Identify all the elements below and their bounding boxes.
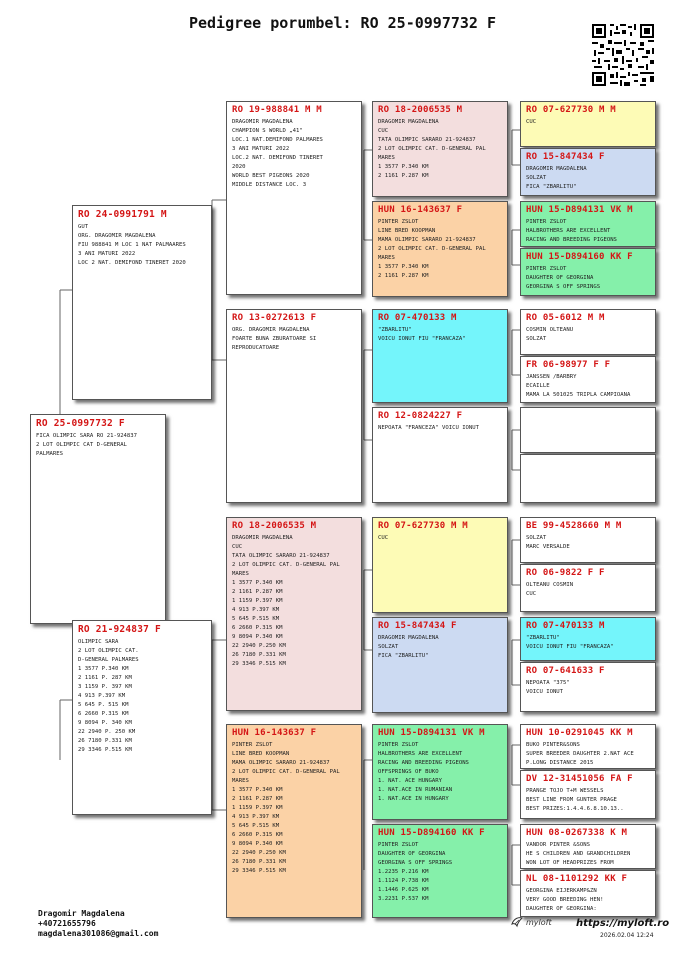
info-line: FICA "ZBARLITU" <box>526 184 577 190</box>
info-line: VOICU IONUT FIU "FRANCAZA" <box>526 644 614 650</box>
ring-number: RO 06-9822 F F <box>526 568 605 578</box>
info-line: BEST PRIZES:1.4.4.6.8.10.13.. <box>526 806 624 812</box>
pigeon-card-gen4-14[interactable] <box>520 770 656 819</box>
info-line: 1 1159 P.397 KM <box>232 598 283 604</box>
info-line: 3 ANI MATURI 2022 <box>78 251 136 257</box>
info-line: 2 LOT OLIMPIC CAT. D-GENERAL PAL <box>378 246 486 252</box>
info-line: 2 1161 P. 287 KM <box>78 675 132 681</box>
ring-number: RO 18-2006535 M <box>232 521 317 531</box>
ring-number: RO 07-470133 M <box>378 313 457 323</box>
info-line: FIU 988841 M LOC 1 NAT PALMAARES <box>78 242 186 248</box>
ring-number: HUN 08-0267338 K M <box>526 828 628 838</box>
info-line: 2 1161 P.287 KM <box>378 273 429 279</box>
info-line: DRAGOMIR MAGDALENA <box>378 635 439 641</box>
pigeon-card-gen4-1[interactable] <box>520 101 656 147</box>
pigeon-card-gen3-4[interactable] <box>372 407 508 503</box>
info-line: "ZBARLITU" <box>378 327 412 333</box>
info-line: 1. NAT. ACE HUNGARY <box>378 778 442 784</box>
info-line: HALBROTHERS ARE EXCELLENT <box>378 751 463 757</box>
info-line: ORG. DRAGOMIR MAGDALENA <box>78 233 156 239</box>
pigeon-card-sire[interactable] <box>72 205 212 400</box>
info-line: LOC 2 NAT. DEMIFOND TINERET 2020 <box>78 260 186 266</box>
pigeon-card-gen4-16[interactable] <box>520 870 656 917</box>
info-line: "ZBARLITU" <box>526 635 560 641</box>
info-line: 4 913 P.397 KM <box>232 607 280 613</box>
info-line: RACING AND BREEDING PIGEONS <box>378 760 469 766</box>
print-date: 2026.02.04 12:24 <box>600 932 654 939</box>
info-line: 26 7180 P.331 KM <box>232 652 286 658</box>
ring-number: RO 07-627730 M M <box>526 105 616 115</box>
info-line: 1 3577 P.340 KM <box>232 787 283 793</box>
info-line: SOLZAT <box>526 336 547 342</box>
info-line: GEORGINA EIJERKAMP&ZN <box>526 888 597 894</box>
pigeon-card-gen4-11[interactable] <box>520 617 656 661</box>
info-line: PINTER ZSLOT <box>378 742 419 748</box>
ring-number: RO 18-2006535 M <box>378 105 463 115</box>
info-line: 2 1161 P.287 KM <box>378 173 429 179</box>
info-line: 6 2660 P.315 KM <box>232 625 283 631</box>
info-line: BUKO PINTER&SONS <box>526 742 580 748</box>
info-line: 4 913 P.397 KM <box>232 814 280 820</box>
info-line: LINE BRED KOOPMAN <box>378 228 436 234</box>
info-line: 3 1159 P. 397 KM <box>78 684 132 690</box>
info-line: 4 913 P.397 KM <box>78 693 126 699</box>
info-line: 5 645 P. 515 KM <box>78 702 129 708</box>
ring-number: RO 15-847434 F <box>526 152 605 162</box>
info-line: 2 LOT OLIMPIC CAT. D-GENERAL PAL <box>378 146 486 152</box>
info-line: BEST LINE FROM GUNTER PRAGE <box>526 797 617 803</box>
info-line: 1 3577 P.340 KM <box>232 580 283 586</box>
info-line: TATA OLIMPIC SARARO 21-924837 <box>232 553 330 559</box>
info-line: SOLZAT <box>378 644 399 650</box>
ring-number: NL 08-1101292 KK F <box>526 874 628 884</box>
pigeon-card-gen4-2[interactable] <box>520 148 656 196</box>
ring-number: HUN 15-D894131 VK M <box>526 205 633 215</box>
info-line: 6 2660 P.315 KM <box>78 711 129 717</box>
ring-number: HUN 10-0291045 KK M <box>526 728 633 738</box>
ring-number: HUN 15-D894131 VK M <box>378 728 485 738</box>
info-line: PRANGE TOJO T+M WESSELS <box>526 788 604 794</box>
pigeon-card-gen3-8[interactable] <box>372 824 508 918</box>
ring-number: HUN 16-143637 F <box>378 205 463 215</box>
ring-number: RO 21-924837 F <box>78 624 161 635</box>
info-line: GUT <box>78 224 89 230</box>
info-line: DAUGHTER OF GEORGINA <box>526 275 594 281</box>
info-line: 1 1159 P.397 KM <box>232 805 283 811</box>
info-line: PINTER ZSLOT <box>378 219 419 225</box>
ring-number: RO 12-0824227 F <box>378 411 463 421</box>
info-line: P.LONG DISTANCE 2015 <box>526 760 594 766</box>
pigeon-card-gen3-1[interactable] <box>372 101 508 197</box>
info-line: 29 3346 P.515 KM <box>232 868 286 874</box>
info-line: MAMA OLIMPIC SARARO 21-924837 <box>232 760 330 766</box>
info-line: 9 8094 P.340 KM <box>232 841 283 847</box>
info-line: COSMIN OLTEANU <box>526 327 574 333</box>
ring-number: RO 15-847434 F <box>378 621 457 631</box>
info-line: VOICU IONUT FIU "FRANCAZA" <box>378 336 466 342</box>
info-line: WORLD BEST PIGEONS 2020 <box>232 173 310 179</box>
ring-number: RO 13-0272613 F <box>232 313 317 323</box>
info-line: 29 3346 P.515 KM <box>232 661 286 667</box>
pigeon-card-gen4-12[interactable] <box>520 662 656 712</box>
info-line: 22 2940 P. 250 KM <box>78 729 136 735</box>
info-line: 2 LOT OLIMPIC CAT. D-GENERAL PAL <box>232 769 340 775</box>
info-line: 2 1161 P.287 KM <box>232 589 283 595</box>
info-line: 2020 <box>232 164 246 170</box>
info-line: FICA OLIMPIC SARA RO 21-924837 <box>36 433 138 439</box>
pigeon-card-gen4-6[interactable] <box>520 356 656 403</box>
owner-phone[interactable]: +40721655796 <box>38 919 96 928</box>
pigeon-card-gen4-3[interactable] <box>520 201 656 247</box>
info-line: OLIMPIC SARA <box>78 639 119 645</box>
info-line: DRAGOMIR MAGDALENA <box>232 535 293 541</box>
info-line: 1 3577 P.340 KM <box>378 264 429 270</box>
info-line: DAUGHTER OF GEORGINA <box>378 851 446 857</box>
info-line: 2 LOT OLIMPIC CAT. <box>78 648 139 654</box>
info-line: MARES <box>232 571 249 577</box>
info-line: PINTER ZSLOT <box>378 842 419 848</box>
info-line: VOICU IONUT <box>526 689 564 695</box>
info-line: 5 645 P.515 KM <box>232 616 280 622</box>
info-line: MARC VERSALDE <box>526 544 570 550</box>
info-line: DRAGOMIR MAGDALENA <box>378 119 439 125</box>
pigeon-card-gen4-4[interactable] <box>520 248 656 296</box>
info-line: PALMARES <box>36 451 63 457</box>
info-line: REPRODUCATOARE <box>232 345 280 351</box>
info-line: PINTER ZSLOT <box>526 219 567 225</box>
info-line: FICA "ZBARLITU" <box>378 653 429 659</box>
info-line: VERY GOOD BREEDING HEN! <box>526 897 604 903</box>
info-line: DRAGOMIR MAGDALENA <box>526 166 587 172</box>
page-title: Pedigree porumbel: RO 25-0997732 F <box>188 14 497 32</box>
info-line: MARES <box>232 778 249 784</box>
ring-number: RO 07-641633 F <box>526 666 605 676</box>
info-line: 9 8094 P.340 KM <box>232 634 283 640</box>
info-line: MIDDLE DISTANCE LOC. 3 <box>232 182 307 188</box>
info-line: 22 2940 P.250 KM <box>232 850 286 856</box>
info-line: 1 3577 P.340 KM <box>78 666 129 672</box>
info-line: 26 7180 P.331 KM <box>232 859 286 865</box>
info-line: CUC <box>378 535 389 541</box>
info-line: 1. NAT.ACE IN HUNGARY <box>378 796 449 802</box>
ring-number: FR 06-98977 F F <box>526 360 611 370</box>
info-line: SUPER BREEDER DAUGHTER 2.NAT ACE <box>526 751 634 757</box>
pigeon-card-gen2-3[interactable] <box>226 517 362 711</box>
owner-name: Dragomir Magdalena <box>38 909 125 918</box>
ring-number: BE 99-4528660 M M <box>526 521 622 531</box>
info-line: DAUGHTER OF GEORGINA: <box>526 906 597 912</box>
info-line: WON LOT OF HEADPRIZES FROM <box>526 860 614 866</box>
info-line: CUC <box>378 128 389 134</box>
pigeon-card-gen3-7[interactable] <box>372 724 508 820</box>
brand-name: myloft <box>526 918 552 927</box>
info-line: 26 7180 P.331 KM <box>78 738 132 744</box>
info-line: FOARTE BUNA ZBURATOARE SI <box>232 336 317 342</box>
myloft-logo-icon <box>510 915 524 929</box>
info-line: MARES <box>378 155 395 161</box>
pigeon-card-gen4-13[interactable] <box>520 724 656 769</box>
info-line: 9 8094 P. 340 KM <box>78 720 132 726</box>
info-line: LINE BRED KOOPMAN <box>232 751 290 757</box>
info-line: 1 3577 P.340 KM <box>378 164 429 170</box>
info-line: GEORGINA S OFF SPRINGS <box>526 284 601 290</box>
info-line: 29 3346 P.515 KM <box>78 747 132 753</box>
pigeon-card-subject[interactable] <box>30 414 166 624</box>
owner-email[interactable]: magdalena301086@gmail.com <box>38 929 159 938</box>
info-line: 3 ANI MATURI 2022 <box>232 146 290 152</box>
info-line: MAMA LA 501025 TRIPLA CAMPIOANA <box>526 392 631 398</box>
owner-contact <box>38 909 158 939</box>
info-line: 3.2231 P.537 KM <box>378 896 429 902</box>
info-line: PINTER ZSLOT <box>232 742 273 748</box>
ring-number: RO 25-0997732 F <box>36 418 125 429</box>
info-line: CUC <box>526 591 537 597</box>
info-line: JANSSEN /BARBRY <box>526 374 577 380</box>
info-line: GEORGINA S OFF SPRINGS <box>378 860 453 866</box>
info-line: 1.1446 P.625 KM <box>378 887 429 893</box>
info-line: OLTEANU COSMIN <box>526 582 574 588</box>
pigeon-card-gen4-8[interactable] <box>520 454 656 503</box>
ring-number: RO 07-470133 M <box>526 621 605 631</box>
info-line: 1. NAT.ACE IN RUMANIAN <box>378 787 453 793</box>
info-line: CUC <box>232 544 243 550</box>
info-line: NEPOATA "375" <box>526 680 570 686</box>
info-line: 2 1161 P.287 KM <box>232 796 283 802</box>
info-line: TATA OLIMPIC SARARO 21-924837 <box>378 137 476 143</box>
ring-number: HUN 15-D894160 KK F <box>526 252 633 262</box>
info-line: HE S CHILDREN AND GRANDCHILDREN <box>526 851 631 857</box>
ring-number: RO 19-988841 M M <box>232 105 322 115</box>
ring-number: RO 07-627730 M M <box>378 521 468 531</box>
pigeon-card-gen3-2[interactable] <box>372 201 508 297</box>
info-line: 1.2235 P.216 KM <box>378 869 429 875</box>
ring-number: HUN 15-D894160 KK F <box>378 828 485 838</box>
info-line: LOC.2 NAT. DEMIFOND TINERET <box>232 155 323 161</box>
pigeon-card-gen4-9[interactable] <box>520 517 656 563</box>
info-line: 1.1124 P.738 KM <box>378 878 429 884</box>
pigeon-card-gen2-2[interactable] <box>226 309 362 503</box>
ring-number: RO 05-6012 M M <box>526 313 605 323</box>
info-line: SOLZAT <box>526 535 547 541</box>
pigeon-card-gen3-5[interactable] <box>372 517 508 613</box>
info-line: 2 LOT OLIMPIC CAT D-GENERAL <box>36 442 127 448</box>
pigeon-card-gen4-10[interactable] <box>520 564 656 612</box>
pigeon-card-gen2-1[interactable] <box>226 101 362 295</box>
info-line: MARES <box>378 255 395 261</box>
info-line: 22 2940 P.250 KM <box>232 643 286 649</box>
info-line: 2 LOT OLIMPIC CAT. D-GENERAL PAL <box>232 562 340 568</box>
info-line: CHAMPION S WORLD „41" <box>232 128 303 134</box>
info-line: PINTER ZSLOT <box>526 266 567 272</box>
info-line: DRAGOMIR MAGDALENA <box>232 119 293 125</box>
pigeon-card-gen2-4[interactable] <box>226 724 362 918</box>
info-line: CUC <box>526 119 537 125</box>
info-line: RACING AND BREEDING PIGEONS <box>526 237 617 243</box>
info-line: VANDOR PINTER &SONS <box>526 842 590 848</box>
pigeon-card-dam[interactable] <box>72 620 212 815</box>
info-line: OFFSPRINGS OF BUKO <box>378 769 439 775</box>
info-line: HALBROTHERS ARE EXCELLENT <box>526 228 611 234</box>
pigeon-card-gen4-7[interactable] <box>520 407 656 453</box>
pigeon-card-gen3-3[interactable] <box>372 309 508 403</box>
info-line: 6 2660 P.315 KM <box>232 832 283 838</box>
pigeon-card-gen3-6[interactable] <box>372 617 508 713</box>
info-line: MAMA OLIMPIC SARARO 21-924837 <box>378 237 476 243</box>
ring-number: DV 12-31451056 FA F <box>526 774 633 784</box>
ring-number: RO 24-0991791 M <box>78 209 167 220</box>
info-line: ECAILLE <box>526 383 550 389</box>
pigeon-card-gen4-15[interactable] <box>520 824 656 869</box>
ring-number: HUN 16-143637 F <box>232 728 317 738</box>
info-line: 5 645 P.515 KM <box>232 823 280 829</box>
pigeon-card-gen4-5[interactable] <box>520 309 656 355</box>
info-line: SOLZAT <box>526 175 547 181</box>
info-line: NEPOATA "FRANCEZA" VOICU IONUT <box>378 425 480 431</box>
info-line: ORG. DRAGOMIR MAGDALENA <box>232 327 310 333</box>
info-line: LOC.1 NAT.DEMIFOND PALMARES <box>232 137 323 143</box>
info-line: D-GENERAL PALMARES <box>78 657 139 663</box>
site-link[interactable]: https://myloft.ro <box>576 918 670 929</box>
